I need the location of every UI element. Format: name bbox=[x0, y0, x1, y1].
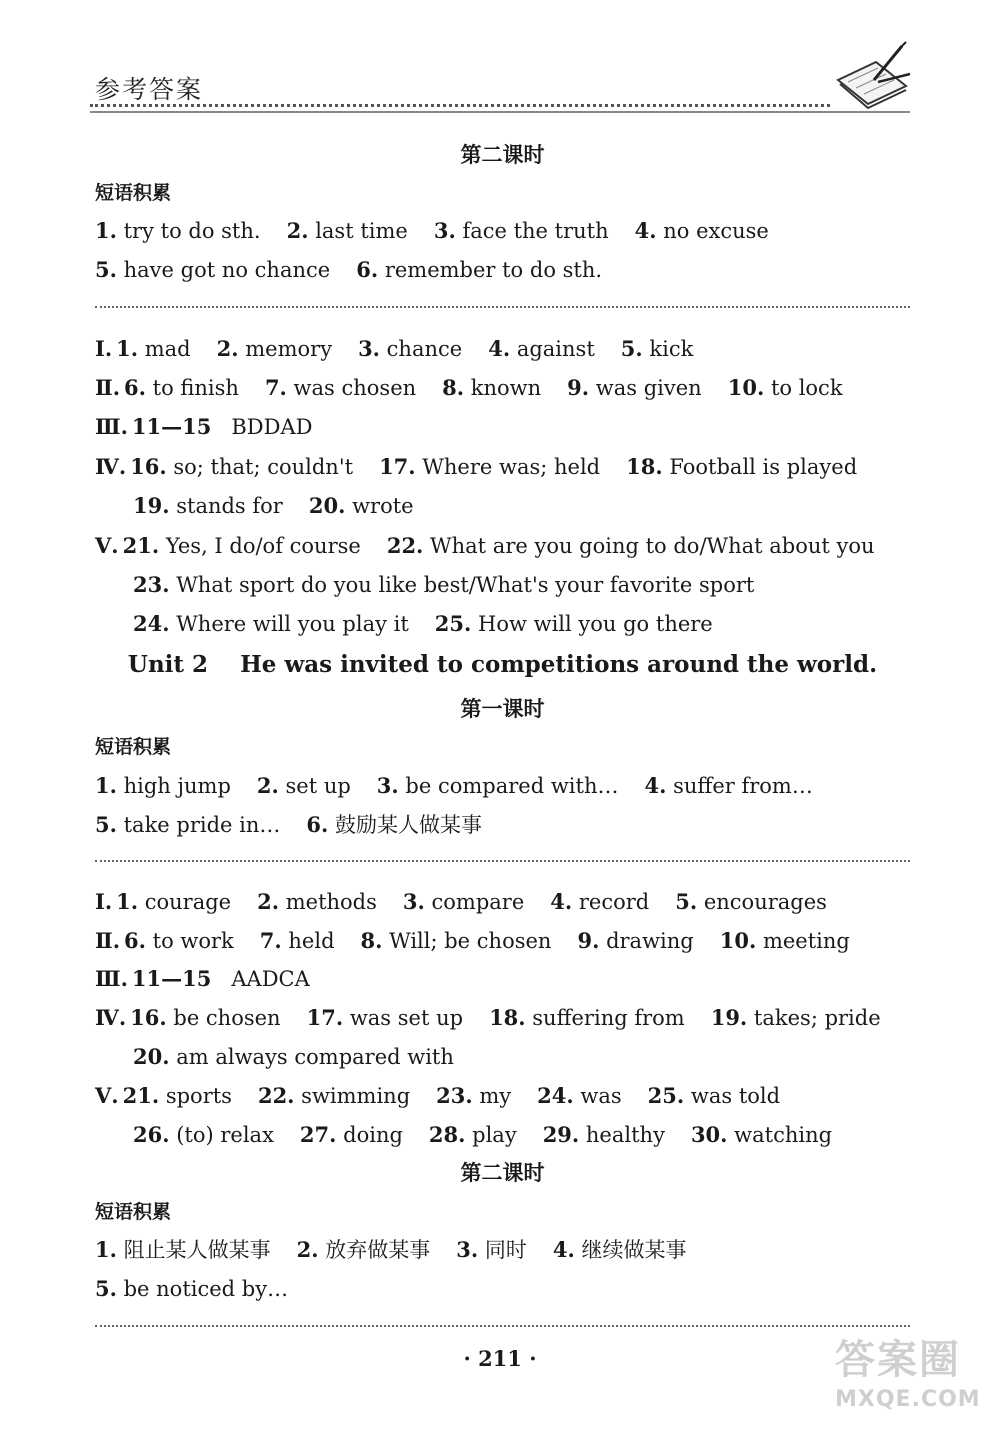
item-text: play bbox=[465, 1123, 517, 1147]
answer-item bbox=[124, 376, 239, 400]
item-text: doing bbox=[336, 1123, 403, 1147]
item-number: 1. bbox=[95, 773, 117, 798]
answer-item bbox=[306, 813, 482, 837]
item-number: 26. bbox=[133, 1122, 170, 1147]
item-text: try to do sth. bbox=[116, 219, 261, 243]
answer-item bbox=[567, 376, 702, 400]
answer-item bbox=[257, 890, 377, 914]
phrase-line bbox=[95, 257, 628, 283]
item-text: swimming bbox=[294, 1084, 411, 1108]
item-number: 3. bbox=[358, 336, 380, 361]
dotted-separator bbox=[95, 1325, 910, 1327]
answer-item bbox=[434, 219, 609, 243]
answer-item bbox=[116, 337, 191, 361]
roman-numeral: Ⅱ. bbox=[95, 928, 121, 953]
item-text: methods bbox=[279, 890, 377, 914]
item-text: What are you going to do/What about you bbox=[423, 534, 875, 558]
answer-item bbox=[95, 813, 280, 837]
item-text: to work bbox=[145, 929, 234, 953]
item-text: was given bbox=[589, 376, 702, 400]
answer-row bbox=[95, 928, 876, 954]
answer-item bbox=[436, 1084, 511, 1108]
answer-item bbox=[621, 337, 694, 361]
item-text: Will; be chosen bbox=[382, 929, 552, 953]
item-text: suffering from bbox=[525, 1006, 685, 1030]
answer-row bbox=[95, 336, 719, 362]
item-number: 8. bbox=[360, 928, 383, 953]
item-text: record bbox=[572, 890, 650, 914]
item-text: against bbox=[510, 337, 595, 361]
answer-item bbox=[720, 929, 850, 953]
item-text: be noticed by… bbox=[116, 1277, 289, 1301]
item-number: 8. bbox=[442, 375, 465, 400]
answer-item bbox=[626, 455, 857, 479]
answer-item bbox=[675, 890, 827, 914]
watermark-top: 答案圈 bbox=[835, 1337, 961, 1383]
answer-item bbox=[356, 258, 602, 282]
header-title: 参考答案 bbox=[95, 75, 204, 104]
answer-item bbox=[95, 774, 231, 798]
item-number: 22. bbox=[257, 1083, 295, 1108]
answer-item bbox=[691, 1123, 832, 1147]
header-solid-rule bbox=[90, 111, 910, 113]
item-number: 23. bbox=[133, 572, 170, 597]
answer-item bbox=[124, 929, 234, 953]
item-number: 30. bbox=[690, 1122, 728, 1147]
item-number: 23. bbox=[436, 1083, 473, 1108]
item-number: 2. bbox=[257, 889, 280, 914]
section-heading: 短语积累 bbox=[95, 736, 172, 758]
item-number: 1. bbox=[116, 336, 139, 361]
item-number: 16. bbox=[130, 1005, 167, 1030]
answer-item bbox=[297, 1238, 431, 1262]
answer-item bbox=[456, 1238, 527, 1262]
item-number: 4. bbox=[552, 1237, 575, 1262]
item-text: 放弃做某事 bbox=[318, 1238, 431, 1262]
item-text: known bbox=[464, 376, 542, 400]
roman-numeral: Ⅲ. bbox=[95, 414, 128, 439]
answer-item bbox=[550, 890, 649, 914]
dotted-separator bbox=[95, 306, 910, 308]
section-heading: 短语积累 bbox=[95, 182, 172, 204]
answer-item bbox=[133, 573, 754, 597]
item-text: Football is played bbox=[662, 455, 858, 479]
item-text: watching bbox=[727, 1123, 833, 1147]
item-number: 4. bbox=[550, 889, 573, 914]
item-number: 18. bbox=[626, 454, 663, 479]
roman-numeral: Ⅰ. bbox=[95, 889, 113, 914]
lesson-title: 第二课时 bbox=[460, 1160, 545, 1185]
phrase-line bbox=[95, 812, 508, 838]
item-text: 继续做某事 bbox=[574, 1238, 687, 1262]
lesson-title: 第二课时 bbox=[460, 142, 545, 167]
answer-row bbox=[133, 611, 739, 637]
answer-item bbox=[309, 494, 414, 518]
item-text: take pride in… bbox=[116, 813, 281, 837]
answer-row bbox=[95, 966, 336, 992]
answer-item bbox=[130, 455, 353, 479]
item-text: courage bbox=[138, 890, 232, 914]
answer-row bbox=[95, 414, 338, 440]
item-text: stands for bbox=[169, 494, 283, 518]
answer-item bbox=[358, 337, 462, 361]
answer-item bbox=[133, 494, 283, 518]
item-text: BDDAD bbox=[211, 415, 313, 439]
answer-item bbox=[265, 376, 416, 400]
answer-row bbox=[95, 454, 883, 480]
item-number: 6. bbox=[124, 928, 146, 953]
item-number: 27. bbox=[299, 1122, 337, 1147]
answer-row bbox=[95, 533, 901, 559]
item-text: AADCA bbox=[211, 967, 310, 991]
item-text: drawing bbox=[599, 929, 694, 953]
item-text: takes; pride bbox=[747, 1006, 881, 1030]
item-text: so; that; couldn't bbox=[166, 455, 354, 479]
item-number: 7. bbox=[259, 928, 282, 953]
roman-numeral: Ⅲ. bbox=[95, 966, 128, 991]
item-number: 9. bbox=[567, 375, 590, 400]
item-text: sports bbox=[159, 1084, 232, 1108]
answer-item bbox=[260, 929, 335, 953]
item-text: meeting bbox=[756, 929, 850, 953]
item-number: 6. bbox=[356, 257, 379, 282]
answer-item bbox=[300, 1123, 403, 1147]
item-number: 4. bbox=[644, 773, 667, 798]
answer-item bbox=[377, 774, 619, 798]
roman-numeral: Ⅴ. bbox=[95, 533, 119, 558]
answer-item bbox=[130, 1006, 280, 1030]
item-text: remember to do sth. bbox=[378, 258, 603, 282]
answer-item bbox=[132, 415, 313, 439]
item-text: Yes, I do/of course bbox=[159, 534, 361, 558]
item-number: 2. bbox=[286, 218, 309, 243]
item-number: 19. bbox=[710, 1005, 748, 1030]
answer-item bbox=[258, 1084, 410, 1108]
answer-item bbox=[728, 376, 843, 400]
answer-row bbox=[133, 493, 440, 519]
item-number: 25. bbox=[647, 1083, 685, 1108]
item-number: 3. bbox=[456, 1237, 479, 1262]
answer-item bbox=[133, 1123, 274, 1147]
item-number: 2. bbox=[296, 1237, 319, 1262]
answer-item bbox=[95, 1238, 271, 1262]
answer-item bbox=[644, 774, 812, 798]
item-text: be compared with… bbox=[398, 774, 619, 798]
answer-item bbox=[287, 219, 408, 243]
item-number: 1. bbox=[95, 218, 117, 243]
item-number: 4. bbox=[634, 218, 657, 243]
answer-row bbox=[95, 375, 869, 401]
item-number: 5. bbox=[95, 1276, 117, 1301]
answer-item bbox=[95, 1277, 288, 1301]
item-number: 3. bbox=[433, 218, 456, 243]
answer-item bbox=[123, 1084, 232, 1108]
roman-numeral: Ⅱ. bbox=[95, 375, 121, 400]
answer-item bbox=[123, 534, 361, 558]
item-text: face the truth bbox=[455, 219, 609, 243]
answer-item bbox=[648, 1084, 780, 1108]
item-number: 25. bbox=[434, 611, 472, 636]
item-number: 11—15 bbox=[131, 966, 212, 991]
item-number: 10. bbox=[719, 928, 757, 953]
answer-item bbox=[403, 890, 524, 914]
item-number: 5. bbox=[620, 336, 643, 361]
lesson-title: 第一课时 bbox=[460, 696, 545, 721]
item-text: was told bbox=[684, 1084, 781, 1108]
item-text: suffer from… bbox=[666, 774, 813, 798]
answer-item bbox=[435, 612, 713, 636]
item-text: was set up bbox=[343, 1006, 464, 1030]
item-number: 17. bbox=[379, 454, 416, 479]
item-number: 29. bbox=[542, 1122, 580, 1147]
item-number: 24. bbox=[133, 611, 170, 636]
item-text: What sport do you like best/What's your favorite sport bbox=[169, 573, 755, 597]
item-text: 阻止某人做某事 bbox=[116, 1238, 271, 1262]
item-text: Where will you play it bbox=[169, 612, 409, 636]
item-text: high jump bbox=[116, 774, 231, 798]
item-text: was bbox=[573, 1084, 622, 1108]
item-text: kick bbox=[642, 337, 694, 361]
item-number: 9. bbox=[577, 928, 600, 953]
answer-item bbox=[132, 967, 310, 991]
item-number: 21. bbox=[122, 533, 160, 558]
item-text: to lock bbox=[764, 376, 843, 400]
answer-item bbox=[577, 929, 693, 953]
item-text: to finish bbox=[145, 376, 239, 400]
answer-item bbox=[387, 534, 875, 558]
answer-item bbox=[133, 1045, 454, 1069]
item-text: set up bbox=[278, 774, 351, 798]
item-number: 7. bbox=[264, 375, 287, 400]
answer-item bbox=[217, 337, 332, 361]
item-number: 6. bbox=[306, 812, 329, 837]
item-text: chance bbox=[380, 337, 463, 361]
item-number: 20. bbox=[133, 1044, 170, 1069]
item-number: 21. bbox=[122, 1083, 160, 1108]
item-number: 2. bbox=[216, 336, 239, 361]
item-number: 2. bbox=[256, 773, 279, 798]
item-text: Where was; held bbox=[415, 455, 601, 479]
answer-item bbox=[442, 376, 541, 400]
item-text: encourages bbox=[697, 890, 827, 914]
answer-item bbox=[95, 258, 330, 282]
answer-row bbox=[95, 1005, 907, 1031]
roman-numeral: Ⅴ. bbox=[95, 1083, 119, 1108]
unit-title: Unit 2 He was invited to competitions around the world. bbox=[127, 651, 878, 678]
phrase-line bbox=[95, 773, 839, 799]
item-text: healthy bbox=[579, 1123, 665, 1147]
item-text: (to) relax bbox=[169, 1123, 274, 1147]
item-text: mad bbox=[138, 337, 191, 361]
item-number: 5. bbox=[95, 812, 117, 837]
answer-item bbox=[257, 774, 351, 798]
item-number: 1. bbox=[116, 889, 139, 914]
item-number: 6. bbox=[124, 375, 146, 400]
section-heading: 短语积累 bbox=[95, 1201, 172, 1223]
answer-item bbox=[361, 929, 552, 953]
notepad-pen-icon bbox=[828, 40, 918, 110]
watermark bbox=[835, 1335, 990, 1430]
item-text: no excuse bbox=[656, 219, 769, 243]
answer-item bbox=[133, 612, 409, 636]
phrase-line bbox=[95, 1276, 314, 1302]
item-number: 5. bbox=[95, 257, 117, 282]
answer-item bbox=[429, 1123, 517, 1147]
watermark-bottom: MXQE.COM bbox=[835, 1387, 981, 1412]
item-text: compare bbox=[424, 890, 525, 914]
item-number: 16. bbox=[130, 454, 167, 479]
item-text: wrote bbox=[345, 494, 414, 518]
answer-item bbox=[488, 337, 595, 361]
answer-row bbox=[95, 889, 853, 915]
item-number: 18. bbox=[489, 1005, 526, 1030]
answer-item bbox=[711, 1006, 881, 1030]
roman-numeral: Ⅰ. bbox=[95, 336, 113, 361]
answer-row bbox=[95, 1083, 806, 1109]
answer-item bbox=[116, 890, 231, 914]
item-number: 5. bbox=[675, 889, 698, 914]
answer-row bbox=[133, 572, 780, 598]
item-text: am always compared with bbox=[169, 1045, 454, 1069]
item-text: was chosen bbox=[286, 376, 417, 400]
item-number: 24. bbox=[537, 1083, 574, 1108]
item-text: have got no chance bbox=[116, 258, 331, 282]
answer-item bbox=[635, 219, 769, 243]
phrase-line bbox=[95, 1237, 713, 1263]
item-number: 20. bbox=[308, 493, 346, 518]
answer-item bbox=[537, 1084, 622, 1108]
item-number: 17. bbox=[306, 1005, 344, 1030]
item-text: 同时 bbox=[478, 1238, 527, 1262]
dotted-separator bbox=[95, 860, 910, 862]
header-dotted-rule bbox=[90, 104, 830, 107]
phrase-line bbox=[95, 218, 795, 244]
answer-row bbox=[133, 1122, 858, 1148]
item-number: 19. bbox=[133, 493, 170, 518]
item-number: 10. bbox=[727, 375, 765, 400]
answer-item bbox=[95, 219, 261, 243]
roman-numeral: Ⅳ. bbox=[95, 1005, 127, 1030]
answer-row bbox=[133, 1044, 480, 1070]
item-number: 22. bbox=[386, 533, 424, 558]
item-text: held bbox=[281, 929, 335, 953]
item-text: last time bbox=[308, 219, 408, 243]
item-number: 28. bbox=[428, 1122, 466, 1147]
answer-item bbox=[543, 1123, 665, 1147]
answer-item bbox=[553, 1238, 687, 1262]
item-text: How will you go there bbox=[471, 612, 713, 636]
roman-numeral: Ⅳ. bbox=[95, 454, 127, 479]
item-text: 鼓励某人做某事 bbox=[328, 813, 483, 837]
item-text: be chosen bbox=[166, 1006, 281, 1030]
item-number: 3. bbox=[376, 773, 399, 798]
item-text: memory bbox=[238, 337, 333, 361]
page-number: · 211 · bbox=[463, 1346, 537, 1371]
answer-item bbox=[307, 1006, 463, 1030]
item-text: my bbox=[472, 1084, 512, 1108]
item-number: 11—15 bbox=[131, 414, 212, 439]
item-number: 3. bbox=[402, 889, 425, 914]
item-number: 4. bbox=[488, 336, 511, 361]
answer-item bbox=[489, 1006, 685, 1030]
item-number: 1. bbox=[95, 1237, 117, 1262]
answer-item bbox=[379, 455, 600, 479]
